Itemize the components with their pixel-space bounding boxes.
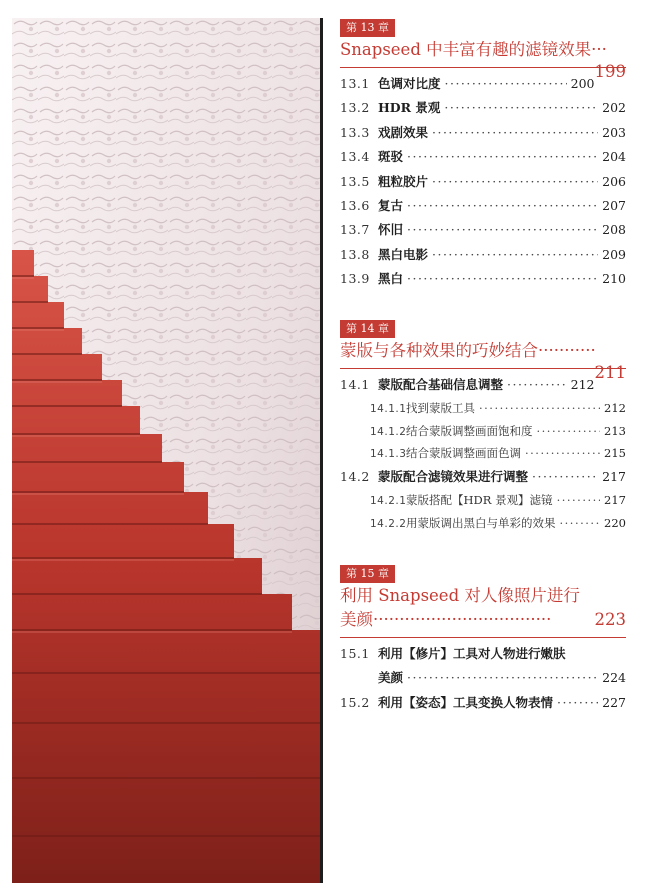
toc-entry[interactable]: 13.5 粗粒胶片 ····· 206 (340, 170, 626, 194)
toc-entry[interactable]: 14.1 蒙版配合基础信息调整 ····· 212 (340, 373, 595, 397)
chapter-tag: 第 13 章 (340, 19, 395, 37)
toc-entry[interactable]: 13.6 复古 ····· 207 (340, 194, 626, 218)
chapter-page: 223 (594, 610, 626, 629)
chapter-15 (340, 562, 626, 715)
toc-subentry[interactable]: 14.2.2 用蒙版调出黑白与单彩的效果 ····· 220 (340, 512, 626, 535)
divider (340, 67, 626, 68)
toc-entry-continued[interactable]: 美颜 ····· 224 (340, 666, 626, 690)
toc-entry[interactable]: 13.8 黑白电影 ····· 209 (340, 243, 626, 267)
toc-entry[interactable]: 13.9 黑白 ····· 210 (340, 267, 626, 291)
photo-border (320, 18, 323, 883)
divider (340, 637, 626, 638)
stairs-illustration (12, 18, 320, 883)
chapter-title-line-2[interactable]: 美颜·································· 223 (340, 610, 626, 629)
toc-subentry[interactable]: 14.1.1 找到蒙版工具 ····· 212 (340, 397, 626, 420)
chapter-title[interactable]: Snapseed 中丰富有趣的滤镜效果··· 199 (340, 40, 626, 81)
toc-subentry[interactable]: 14.1.3 结合蒙版调整画面色调 ····· 215 (340, 442, 626, 465)
toc-entry[interactable]: 13.1 色调对比度 ····· 200 (340, 72, 595, 96)
chapter-page: 211 (594, 363, 626, 382)
chapter-13 (340, 16, 626, 292)
toc-subentry[interactable]: 14.1.2 结合蒙版调整画面饱和度 ····· 213 (340, 420, 626, 443)
chapter-title-line-1[interactable]: 利用 Snapseed 对人像照片进行 (340, 586, 580, 605)
chapter-14 (340, 317, 626, 534)
toc-entry[interactable]: 13.3 戏剧效果 ····· 203 (340, 121, 626, 145)
toc-entry[interactable]: 13.4 斑驳 ····· 204 (340, 145, 626, 169)
toc-entry[interactable]: 15.1 利用【修片】工具对人物进行嫩肤 (340, 646, 566, 661)
toc-subentry[interactable]: 14.2.1 蒙版搭配【HDR 景观】滤镜 ····· 217 (340, 489, 626, 512)
toc-entry[interactable]: 13.2 HDR 景观 ····· 202 (340, 96, 626, 120)
chapter-title[interactable]: 蒙版与各种效果的巧妙结合··········· 211 (340, 341, 626, 382)
chapter-page: 199 (594, 62, 626, 81)
divider (340, 368, 626, 369)
cover-photo-red-stairs (12, 18, 320, 883)
toc-entry[interactable]: 14.2 蒙版配合滤镜效果进行调整 ····· 217 (340, 465, 626, 489)
chapter-tag: 第 15 章 (340, 565, 395, 583)
chapter-tag: 第 14 章 (340, 320, 395, 338)
toc-entry[interactable]: 13.7 怀旧 ····· 208 (340, 218, 626, 242)
toc-entry[interactable]: 15.2 利用【姿态】工具变换人物表情 ····· 227 (340, 691, 626, 715)
